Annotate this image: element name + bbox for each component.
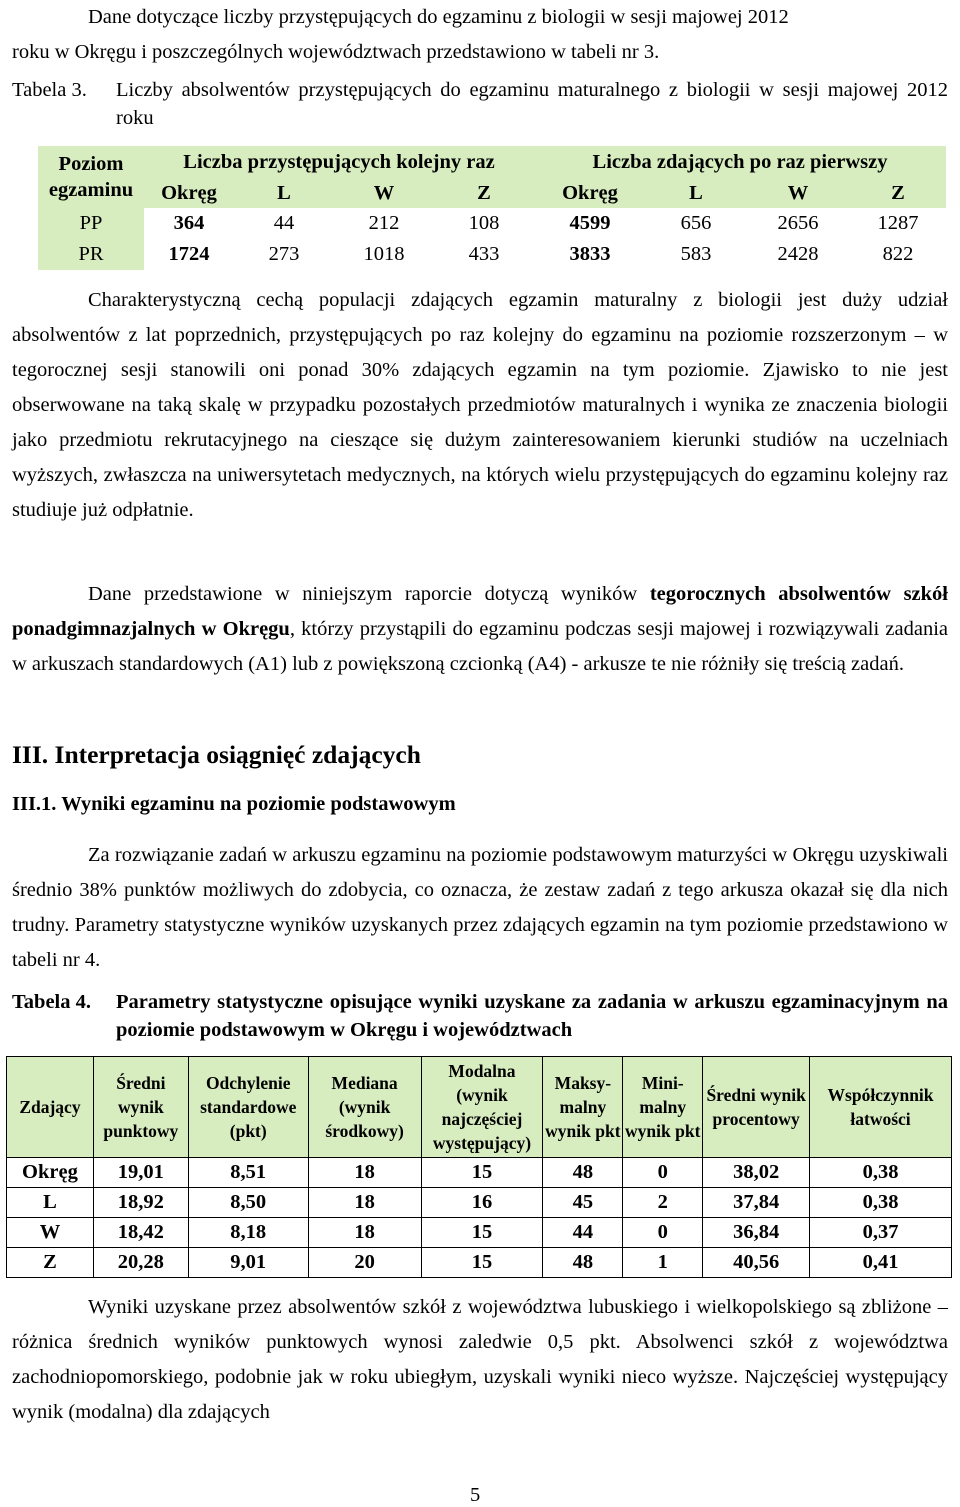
paragraph-data-scope [12, 577, 948, 682]
table4-row [7, 1158, 952, 1188]
table4-header: Mediana (wynik środkowy) [308, 1057, 421, 1158]
table4-cell: 48 [543, 1158, 623, 1188]
table4-row [7, 1218, 952, 1248]
table3-cell: 273 [268, 243, 300, 265]
table3-cell: 656 [680, 212, 712, 234]
table3-subheader: L [234, 177, 334, 208]
table4-cell: 8,51 [188, 1158, 308, 1188]
intro-line-1: Dane dotyczące liczby przystępujących do egzaminu z biologii w sesji majowej 2012 [88, 6, 789, 28]
table4-cell: 2 [623, 1188, 703, 1218]
table4-header: Średni wynik punktowy [93, 1057, 188, 1158]
page-number: 5 [470, 1484, 481, 1506]
table3-cell: 212 [368, 212, 400, 234]
table3-cell: 822 [882, 243, 914, 265]
table4-cell: 9,01 [188, 1248, 308, 1278]
table4-cell: 1 [623, 1248, 703, 1278]
table4-cell: 18,42 [93, 1218, 188, 1248]
table3-group2-header: Liczba zdających po raz pierwszy [534, 146, 946, 177]
table4-cell: 37,84 [703, 1188, 810, 1218]
table4-header: Odchylenie standardowe (pkt) [188, 1057, 308, 1158]
table3-cell: 1724 [168, 243, 210, 265]
table4-cell: 8,18 [188, 1218, 308, 1248]
table4-cell: 48 [543, 1248, 623, 1278]
table3-cell: 4599 [569, 212, 611, 234]
table4-header: Średni wynik procentowy [703, 1057, 810, 1158]
table4-cell: 0 [623, 1218, 703, 1248]
table4-header: Zdający [7, 1057, 94, 1158]
table3-subheader: L [646, 177, 746, 208]
table3-subheader: Okręg [534, 177, 646, 208]
table3-level-header: Poziom egzaminu [38, 146, 144, 208]
table3-cell: 364 [173, 212, 205, 234]
intro-line-2: roku w Okręgu i poszczególnych województwach przedstawiono w tabeli nr 3. [12, 41, 660, 63]
section-heading: III. Interpretacja osiągnięć zdających [12, 740, 421, 769]
table4-cell: 38,02 [703, 1158, 810, 1188]
table4-cell: L [7, 1188, 94, 1218]
table4-cell: 0,38 [810, 1188, 952, 1218]
table3-cell: 583 [680, 243, 712, 265]
table4-header: Współczynnik łatwości [810, 1057, 952, 1158]
table3-group1-header: Liczba przystępujących kolejny raz [144, 146, 534, 177]
table4-cell: 8,50 [188, 1188, 308, 1218]
table4-cell: 45 [543, 1188, 623, 1218]
table4-cell: 0,41 [810, 1248, 952, 1278]
table4-cell: 16 [421, 1188, 543, 1218]
table3-level-cell: PR [38, 239, 144, 270]
table3-caption-text: Liczby absolwentów przystępujących do egzaminu maturalnego z biologii w sesji majowej 2012 roku [116, 79, 948, 129]
table4-cell: 20 [308, 1248, 421, 1278]
table4-cell: 18,92 [93, 1188, 188, 1218]
table3-cell: 433 [468, 243, 500, 265]
table3-subheader: W [334, 177, 434, 208]
table3-label: Tabela 3. [12, 79, 87, 101]
table3-cell: 3833 [569, 243, 611, 265]
table3-subheader: Z [850, 177, 946, 208]
table4-row [7, 1188, 952, 1218]
table4-cell: 20,28 [93, 1248, 188, 1278]
table3-cell: 1287 [877, 212, 919, 234]
table4-cell: 15 [421, 1248, 543, 1278]
table3-row [38, 208, 946, 239]
table4-header: Modalna (wynik najczęściej występujący) [421, 1057, 543, 1158]
table4-header: Maksy-malny wynik pkt [543, 1057, 623, 1158]
table4-cell: 0 [623, 1158, 703, 1188]
paragraph-results: Za rozwiązanie zadań w arkuszu egzaminu na poziomie podstawowym maturzyści w Okręgu uzyskiwali średnio 38% punktów możliwych do zdobycia, co oznacza, że zestaw zadań z tego arkusza okazał się dla nich trudny. Parametry statystyczne wyników uzyskanych przez zdających egzamin na tym poziomie przedstawiono w tabeli nr 4. [12, 844, 948, 971]
table4-cell: Okręg [7, 1158, 94, 1188]
para2-bold: tegorocznych absolwentów szkół ponadgimnazjalnych w Okręgu [12, 583, 948, 640]
table4-row [7, 1248, 952, 1278]
paragraph-characteristics: Charakterystyczną cechą populacji zdających egzamin maturalny z biologii jest duży udział absolwentów z lat poprzednich, przystępujących po raz kolejny do egzaminu na poziomie rozszerzonym – w tegorocznej sesji stanowili oni ponad 30% zdających egzamin na tym poziomie. Zjawisko to nie jest obserwowane na taką skalę w przypadku pozostałych przedmiotów maturalnych i wynika ze znaczenia biologii jako przedmiotu rekrutacyjnego na cieszące się dużym zainteresowaniem kierunki studiów na uczelniach wyższych, zwłaszcza na uniwersytetach medycznych, na których wielu przystępujących do egzaminu kolejny raz studiuje już odpłatnie. [12, 289, 948, 521]
table3-cell: 1018 [363, 243, 405, 265]
table4-cell: 44 [543, 1218, 623, 1248]
table4-cell: 0,38 [810, 1158, 952, 1188]
table4-cell: 18 [308, 1188, 421, 1218]
table4-caption-text: Parametry statystyczne opisujące wyniki uzyskane za zadania w arkuszu egzaminacyjnym na poziomie podstawowym w Okręgu i województwach [116, 991, 948, 1041]
table3-subheader: Okręg [144, 177, 234, 208]
subsection-heading: III.1. Wyniki egzaminu na poziomie podstawowym [12, 793, 456, 815]
para2-text-a: Dane przedstawione w niniejszym raporcie dotyczą wyników [88, 583, 650, 605]
table4-header: Mini-malny wynik pkt [623, 1057, 703, 1158]
table3-cell: 108 [468, 212, 500, 234]
table3-subheader: Z [434, 177, 534, 208]
table3 [38, 146, 946, 270]
table4-cell: W [7, 1218, 94, 1248]
table4-cell: 19,01 [93, 1158, 188, 1188]
table4-caption [12, 988, 948, 1044]
table4-cell: 36,84 [703, 1218, 810, 1248]
table4-label: Tabela 4. [12, 991, 91, 1013]
table4-cell: 15 [421, 1218, 543, 1248]
table4-cell: Z [7, 1248, 94, 1278]
table3-cell: 2656 [777, 212, 819, 234]
table3-level-cell: PP [38, 208, 144, 239]
table3-subheader: W [746, 177, 850, 208]
table3-cell: 44 [273, 212, 295, 234]
para2-text-b: , którzy przystąpili do egzaminu podczas sesji majowej i rozwiązywali zadania w arkuszach standardowych (A1) lub z powiększoną czcionką (A4) - arkusze te nie różniły się treścią zadań. [12, 618, 948, 675]
table3-cell: 2428 [777, 243, 819, 265]
table4-cell: 18 [308, 1158, 421, 1188]
table3-caption [12, 76, 948, 132]
intro-paragraph [12, 0, 948, 70]
table4-cell: 40,56 [703, 1248, 810, 1278]
table4-cell: 15 [421, 1158, 543, 1188]
table4-cell: 0,37 [810, 1218, 952, 1248]
table4 [6, 1056, 952, 1278]
table4-header-row [7, 1057, 952, 1158]
table3-row [38, 239, 946, 270]
table4-cell: 18 [308, 1218, 421, 1248]
paragraph-voivodeships: Wyniki uzyskane przez absolwentów szkół z województwa lubuskiego i wielkopolskiego są zbliżone – różnica średnich wyników punktowych wynosi zaledwie 0,5 pkt. Absolwenci szkół z województwa zachodniopomorskiego, podobnie jak w roku ubiegłym, uzyskali wyniki nieco wyższe. Najczęściej występujący wynik (modalna) dla zdających [12, 1296, 948, 1423]
